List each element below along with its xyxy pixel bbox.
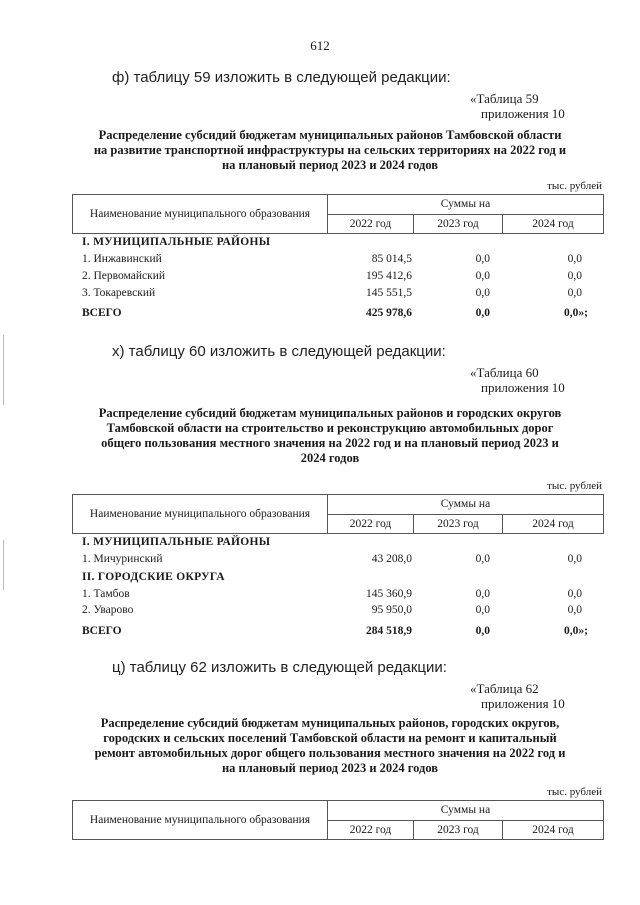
table-title-line: на развитие транспортной инфраструктуры на сельских территориях на 2022 год и: [93, 143, 567, 157]
table-row: [82, 553, 602, 569]
column-header-sums: Суммы на: [328, 495, 604, 515]
row-name: 1. Тамбов: [82, 588, 130, 600]
row-value-2024: 0,0: [567, 253, 582, 265]
table-reference-appendix: приложения 10: [481, 696, 565, 711]
row-name: ВСЕГО: [82, 307, 122, 319]
table-row: [82, 604, 602, 620]
unit-label: тыс. рублей: [547, 180, 602, 192]
row-value-2022: 425 978,6: [366, 307, 412, 319]
table-reference-appendix: приложения 10: [481, 106, 565, 121]
table-reference-appendix: приложения 10: [481, 380, 565, 395]
table-row: [82, 287, 602, 303]
column-header-name: Наименование муниципального образования: [73, 495, 328, 534]
row-value-2024: 0,0: [567, 553, 582, 565]
row-value-2023: 0,0: [475, 270, 490, 282]
table-title-line: Распределение субсидий бюджетам муниципальных районов Тамбовской области: [98, 128, 562, 142]
table-title: [80, 716, 580, 776]
column-header-2023: 2023 год: [414, 214, 503, 234]
table-header: [72, 800, 604, 840]
row-name: ВСЕГО: [82, 625, 122, 637]
column-header-2023: 2023 год: [414, 820, 503, 840]
section-row: [82, 536, 602, 552]
total-row: [82, 625, 602, 641]
row-value-2024: 0,0»;: [564, 625, 588, 637]
page-number: 612: [310, 38, 330, 53]
table-title-line: Распределение субсидий бюджетам муниципальных районов и городских округов: [98, 406, 562, 420]
total-row: [82, 307, 602, 323]
row-value-2023: 0,0: [475, 253, 490, 265]
table-title-line: ремонт автомобильных дорог общего пользования местного значения на 2022 год и: [94, 746, 566, 760]
column-header-name: Наименование муниципального образования: [73, 195, 328, 234]
column-header-2022: 2022 год: [328, 214, 414, 234]
row-name: I. МУНИЦИПАЛЬНЫЕ РАЙОНЫ: [82, 536, 271, 548]
row-value-2023: 0,0: [475, 588, 490, 600]
column-header-sums: Суммы на: [328, 195, 604, 215]
table-title-line: Тамбовской области на строительство и реконструкцию автомобильных дорог: [106, 421, 554, 435]
row-value-2023: 0,0: [475, 287, 490, 299]
row-value-2024: 0,0: [567, 588, 582, 600]
row-value-2023: 0,0: [475, 553, 490, 565]
column-header-2024: 2024 год: [503, 514, 604, 534]
row-value-2024: 0,0»;: [564, 307, 588, 319]
table-title-line: на плановый период 2023 и 2024 годов: [221, 158, 439, 172]
row-value-2022: 85 014,5: [371, 253, 412, 265]
table-reference: [470, 91, 565, 121]
column-header-2022: 2022 год: [328, 514, 414, 534]
column-header-2023: 2023 год: [414, 514, 503, 534]
row-name: 2. Уварово: [82, 604, 134, 616]
table-reference-number: «Таблица 59: [470, 91, 539, 106]
table-title-line: Распределение субсидий бюджетам муниципальных районов, городских округов,: [100, 716, 560, 730]
table-reference: [470, 681, 565, 711]
table-title-line: общего пользования местного значения на 2022 год и на плановый период 2023 и: [101, 436, 559, 450]
column-header-2024: 2024 год: [503, 820, 604, 840]
column-header-2022: 2022 год: [328, 820, 414, 840]
section-row: [82, 236, 602, 252]
row-value-2023: 0,0: [475, 604, 490, 616]
row-value-2023: 0,0: [475, 307, 490, 319]
unit-label: тыс. рублей: [547, 786, 602, 798]
table-reference-number: «Таблица 60: [470, 365, 539, 380]
row-name: 1. Мичуринский: [82, 553, 163, 565]
column-header-name: Наименование муниципального образования: [73, 801, 328, 840]
row-value-2022: 95 950,0: [371, 604, 412, 616]
amendment-instruction: ц) таблицу 62 изложить в следующей редакции:: [112, 659, 447, 676]
table-title-line: 2024 годов: [300, 451, 360, 465]
table-row: [82, 588, 602, 604]
table-reference-number: «Таблица 62: [470, 681, 539, 696]
margin-mark: [3, 540, 4, 590]
row-value-2024: 0,0: [567, 270, 582, 282]
section-row: [82, 571, 602, 587]
row-value-2022: 195 412,6: [366, 270, 412, 282]
row-value-2024: 0,0: [567, 287, 582, 299]
column-header-sums: Суммы на: [328, 801, 604, 821]
row-name: 3. Токаревский: [82, 287, 156, 299]
table-header: [72, 194, 604, 234]
table-row: [82, 253, 602, 269]
amendment-instruction: х) таблицу 60 изложить в следующей редакции:: [112, 343, 446, 360]
table-row: [82, 270, 602, 286]
table-title-line: городских и сельских поселений Тамбовской области на ремонт и капитальный: [103, 731, 557, 745]
amendment-instruction: ф) таблицу 59 изложить в следующей редакции:: [112, 69, 451, 86]
row-value-2023: 0,0: [475, 625, 490, 637]
table-title: [80, 406, 580, 466]
row-value-2022: 284 518,9: [366, 625, 412, 637]
margin-mark: [3, 335, 4, 405]
unit-label: тыс. рублей: [547, 480, 602, 492]
row-value-2024: 0,0: [567, 604, 582, 616]
row-value-2022: 43 208,0: [371, 553, 412, 565]
table-header: [72, 494, 604, 534]
row-name: I. МУНИЦИПАЛЬНЫЕ РАЙОНЫ: [82, 236, 271, 248]
row-value-2022: 145 360,9: [366, 588, 412, 600]
table-title: [80, 128, 580, 173]
table-reference: [470, 365, 565, 395]
row-name: 2. Первомайский: [82, 270, 165, 282]
row-name: 1. Инжавинский: [82, 253, 162, 265]
row-value-2022: 145 551,5: [366, 287, 412, 299]
row-name: II. ГОРОДСКИЕ ОКРУГА: [82, 571, 225, 583]
table-title-line: на плановый период 2023 и 2024 годов: [221, 761, 439, 775]
column-header-2024: 2024 год: [503, 214, 604, 234]
